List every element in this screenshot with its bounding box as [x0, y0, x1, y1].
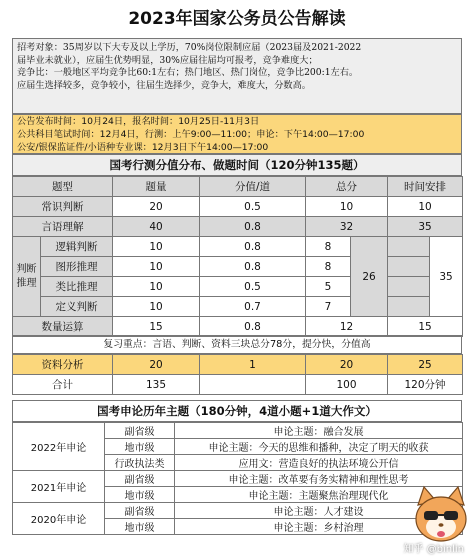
section-title-shenlun: 国考申论历年主题（180分钟，4道小题+1道大作文）: [12, 400, 462, 422]
cell: 35: [388, 217, 463, 237]
cell: 10: [113, 297, 200, 317]
cell: 0.8: [200, 217, 306, 237]
cell: 10: [306, 197, 388, 217]
page-title: 2023年国家公务员公告解读: [128, 9, 346, 29]
cell: 135: [113, 375, 200, 395]
level-label: 地市级: [105, 487, 175, 503]
cell: 0.7: [200, 297, 306, 317]
table-header: [13, 177, 463, 197]
level-label: 副省级: [105, 423, 175, 439]
table-row: [13, 297, 463, 317]
cell: 120分钟: [388, 375, 463, 395]
level-label: 行政执法类: [105, 455, 175, 471]
cell: [200, 375, 306, 395]
level-label: 副省级: [105, 503, 175, 519]
row-label: 类比推理: [41, 277, 113, 297]
schedule-line: 公告发布时间：10月24日，报名时间：10月25日-11月3日: [17, 116, 260, 127]
cell: 0.8: [200, 257, 306, 277]
topic: 申论主题：改革要有务实精神和理性思考: [175, 471, 463, 487]
cell: 10: [113, 277, 200, 297]
table-row: [13, 355, 463, 375]
schedule-line: 公安/银保监证件/小语种专业课：12月3日下午14:00—17:00: [17, 141, 269, 153]
row-label: 逻辑判断: [41, 237, 113, 257]
summary-table: [12, 354, 463, 395]
year-label: 2022年申论: [13, 423, 105, 471]
row-label: 定义判断: [41, 297, 113, 317]
cell: 32: [306, 217, 388, 237]
cell: 0.5: [200, 197, 306, 217]
total-row: [13, 375, 463, 395]
table-row: [13, 237, 463, 257]
cell: 15: [388, 317, 463, 337]
cell: 7: [306, 297, 351, 317]
cell: 8: [306, 257, 351, 277]
cell: 10: [113, 257, 200, 277]
cell: 12: [306, 317, 388, 337]
col-header: 分值/道: [200, 177, 306, 197]
level-label: 副省级: [105, 471, 175, 487]
row-label: 合计: [13, 375, 113, 395]
cell: 20: [113, 197, 200, 217]
cell: 0.5: [200, 277, 306, 297]
cell: 20: [306, 355, 388, 375]
row-label: 资料分析: [13, 355, 113, 375]
info-line: 应届生选择较多，竞争较小，往届生选择少，竞争大，难度大，分数高。: [17, 79, 311, 91]
topic: 申论主题：乡村治理: [175, 519, 463, 535]
table-row: [13, 423, 463, 439]
col-header: 题量: [113, 177, 200, 197]
cell: 26: [351, 237, 388, 317]
cell: 15: [113, 317, 200, 337]
section-title-xingce: 国考行测分值分布、做题时间（120分钟135题）: [12, 154, 462, 176]
row-label: 图形推理: [41, 257, 113, 277]
score-table: [12, 176, 463, 337]
info-line: 届毕业未就业），应届生优势明显，30%应届往届均可报考，竞争难度大；: [17, 54, 318, 66]
year-label: 2020年申论: [13, 503, 105, 535]
schedule-box: [12, 114, 462, 154]
info-line: 竞争比：一般地区平均竞争比60:1左右；热门地区、热门岗位，竞争比200:1左右。: [17, 67, 359, 78]
info-line: 招考对象：35周岁以下大专及以上学历，70%岗位限制应届（2023届及2021-2022: [17, 42, 362, 53]
essay-table: [12, 422, 463, 535]
cell: 40: [113, 217, 200, 237]
col-header: 总分: [306, 177, 388, 197]
table-row: [13, 197, 463, 217]
level-label: 地市级: [105, 519, 175, 535]
row-label: 数量运算: [13, 317, 113, 337]
table-row: [13, 317, 463, 337]
table-row: [13, 257, 463, 277]
year-label: 2021年申论: [13, 471, 105, 503]
row-label: 言语理解: [13, 217, 113, 237]
cell: 100: [306, 375, 388, 395]
review-note: 复习重点：言语、判断、资料三块总分78分，提分快，分值高: [12, 335, 462, 354]
table-row: [13, 277, 463, 297]
cell: 35: [430, 237, 463, 317]
schedule-line: 公共科目笔试时间：12月4日，行测：上午9:00—11:00；申论：下午14:00—17:00: [17, 128, 365, 140]
cell: 25: [388, 355, 463, 375]
row-label: 常识判断: [13, 197, 113, 217]
topic: 申论主题：主题聚焦治理现代化: [175, 487, 463, 503]
topic: 申论主题：人才建设: [175, 503, 463, 519]
topic: 申论主题：融合发展: [175, 423, 463, 439]
cell: 0.8: [200, 237, 306, 257]
cell: 8: [306, 237, 351, 257]
cell: 0.8: [200, 317, 306, 337]
row-group-label: 判断推理: [13, 237, 41, 317]
table-row: [13, 471, 463, 487]
table-row: [13, 503, 463, 519]
col-header: 题型: [13, 177, 113, 197]
topic: 申论主题：今天的思维和播种，决定了明天的收获: [175, 439, 463, 455]
cell: 5: [306, 277, 351, 297]
exam-info-box: [12, 38, 462, 114]
cell: 1: [200, 355, 306, 375]
level-label: 地市级: [105, 439, 175, 455]
col-header: 时间安排: [388, 177, 463, 197]
cell: 10: [113, 237, 200, 257]
watermark: 知乎 @binlin: [403, 544, 464, 555]
table-row: [13, 217, 463, 237]
cell: 20: [113, 355, 200, 375]
cell: 10: [388, 197, 463, 217]
topic: 应用文：营造良好的执法环境公开信: [175, 455, 463, 471]
